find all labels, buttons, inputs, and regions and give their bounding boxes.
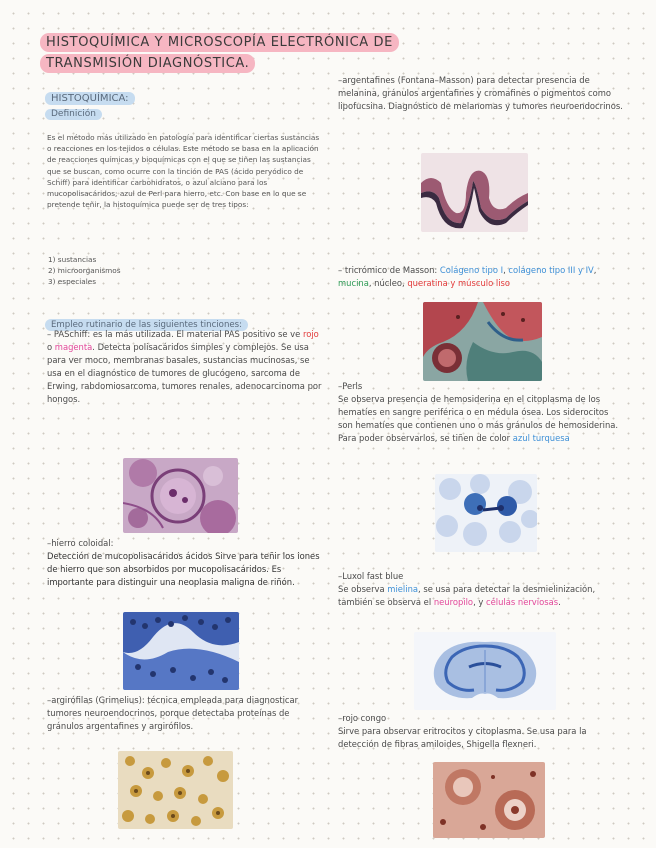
pas-magenta: magenta xyxy=(54,341,93,352)
tricromico-text: – tricrómico de Masson: Colágeno tipo I, colágeno tipo III y IV, mucina, núcleo, queratina y músculo liso xyxy=(338,265,597,288)
perls-azul-turquesa: azul turquesa xyxy=(512,432,570,443)
definition-text: Es el método más utilizado en patología para identificar ciertas sustancias o reacciones en los tejidos o células. Este método se basa en la aplicación de reacciones químicas y bioquímicas con el que se tiñen las sustancias que se buscan, como ocurre con la tinción de PAS (ácido peryódico de Schiff) para identificar carbohidratos, o azul alciano para los mucopolisacáridos; azul de Perl para hierro, etc. Con base en lo que se pretende teñir, la histoquímica puede ser de tres tipos: xyxy=(47,133,320,210)
list-item: 2) microorganismos xyxy=(48,266,121,276)
perls-micrograph xyxy=(435,474,537,552)
page-title xyxy=(40,33,440,75)
title-line-1: HISTOQUÍMICA Y MICROSCOPÍA ELECTRÓNICA DE xyxy=(40,33,399,52)
luxol-mielina: mielina xyxy=(387,584,419,594)
tricromico-colageno-3-4: colágeno tipo III y IV xyxy=(508,265,594,275)
luxol-micrograph xyxy=(414,632,556,710)
perls-title: –Perls xyxy=(338,381,363,391)
tricromico-colageno-1: Colágeno tipo I xyxy=(439,265,504,275)
congo-title: –rojo congo xyxy=(338,713,387,723)
argirofilas-text: –argirófilas (Grimelius): técnica empleada para diagnosticar tumores neuroendocrinos, porque detectaba proteínas de gránulos argentafines y argirófilos. xyxy=(47,695,299,731)
argentafines-text: –argentafines (Fontana–Masson) para detectar presencia de melanina, gránulos argentafines y cromafines o pigmentos como lipofucsina. Diagnóstico de melanomas y tumores neuroendocrinos. xyxy=(338,75,623,111)
luxol-neuropilo: neuropilo xyxy=(433,596,474,607)
list-item: 1) sustancias xyxy=(48,255,97,264)
luxol-text: Se observa mielina, se usa para detectar la desmielinización, también se observa el neuropilo, y células nerviosas. xyxy=(338,584,596,607)
section-heading: HISTOQUÍMICA: xyxy=(45,86,135,105)
argentafines-micrograph xyxy=(421,153,528,232)
pas-text: – PASchiff: es la más utilizada. El material PAS positivo se ve rojo o magenta. Detecta polisacáridos simples y complejos. Se usa para ver moco, membranas basales, sustancias mucinosas, se usa en el diagnóstico de tumores de glucógeno, sarcoma de Erwing, rabdomiosarcoma, tumores renales, adenocarcinoma por hongos. xyxy=(47,329,322,404)
pas-micrograph xyxy=(123,458,238,533)
hierro-micrograph xyxy=(123,612,239,690)
congo-micrograph xyxy=(433,762,545,838)
luxol-title: –Luxol fast blue xyxy=(338,571,404,581)
list-item: 3) especiales xyxy=(48,277,97,287)
luxol-celulas-nerviosas: células nerviosas xyxy=(486,596,559,607)
argirofilas-micrograph xyxy=(118,751,233,829)
types-list xyxy=(48,254,248,288)
congo-text: Sirve para observar eritrocitos y citoplasma. Se usa para la detección de fibras amiloides, Shigella flexneri. xyxy=(338,726,587,749)
tricromico-musculo: queratina y músculo liso xyxy=(407,277,511,288)
tricromico-micrograph xyxy=(423,302,542,381)
perls-text: Se observa presencia de hemosiderina en el citoplasma de los hematíes en sangre periférica o en médula ósea. Los siderocitos son hematíes que contienen uno o más gránulos de hemosiderina. Para poder observarlos, se tiñen de color azul turquesa xyxy=(338,394,619,443)
stains-heading: Empleo rutinario de las siguientes tinciones: xyxy=(45,312,248,331)
tricromico-mucina: mucina xyxy=(338,277,369,288)
subheading-definicion: Definición xyxy=(45,101,102,120)
pas-rojo: rojo xyxy=(302,329,319,339)
title-line-2: TRANSMISIÓN DIAGNÓSTICA. xyxy=(40,54,255,73)
hierro-text: Detección de mucopolisacáridos ácidos Sirve para teñir los iones de hierro que son absorbidos por mucopolisacáridos. Es importante para distinguir una neoplasia maligna de riñón. xyxy=(47,551,320,587)
hierro-title: –hierro coloidal: xyxy=(47,538,114,548)
